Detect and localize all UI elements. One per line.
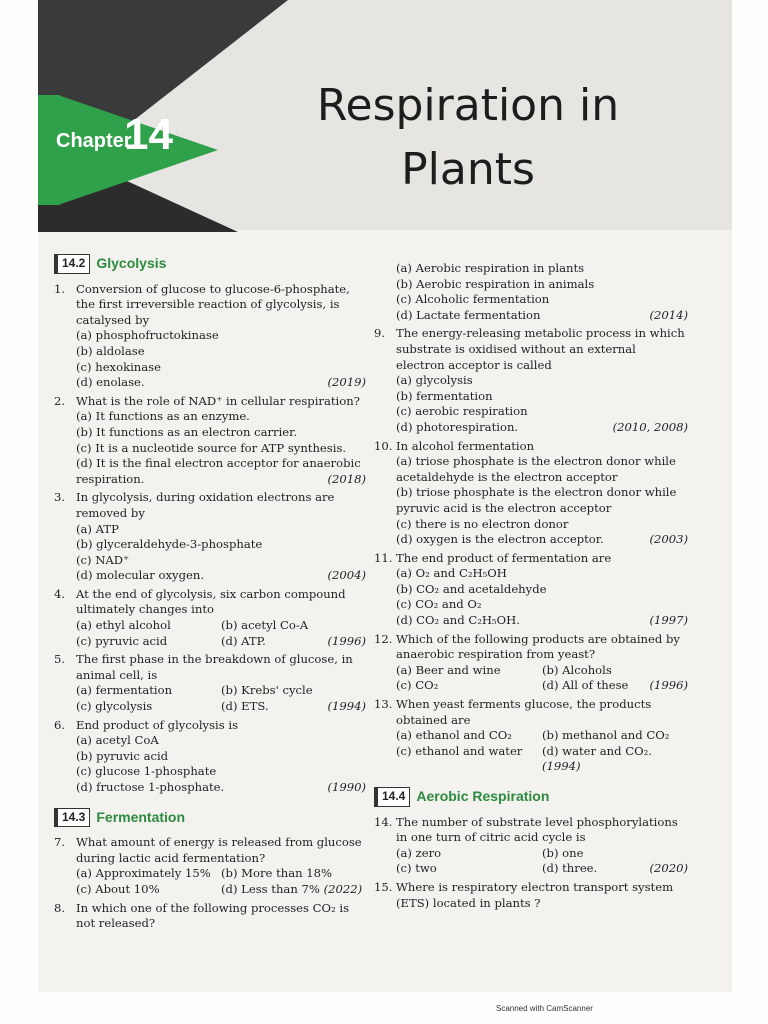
- year-tag: (2003): [649, 532, 688, 547]
- option: (a) glycolysis: [396, 373, 473, 388]
- option: (d) It is the final electron acceptor for anaerobic respiration.: [76, 456, 361, 486]
- question-text: What is the role of NAD⁺ in cellular respiration?: [76, 393, 360, 408]
- question: [54, 835, 366, 897]
- option: (d) three.: [542, 861, 598, 876]
- question-number: 12.: [374, 631, 393, 646]
- year-tag: (1990): [327, 780, 366, 794]
- option: (b) acetyl Co-A: [221, 618, 309, 633]
- chapter-title-line2: Plants: [401, 144, 535, 195]
- question-text: Which of the following products are obtained by anaerobic respiration from yeast?: [396, 631, 680, 662]
- question: [54, 394, 366, 488]
- option: (b) Aerobic respiration in animals: [396, 276, 595, 291]
- chapter-label: Chapter: [56, 130, 132, 152]
- scanner-watermark: Scanned with CamScanner: [496, 1004, 593, 1013]
- question: [374, 439, 688, 548]
- question: [374, 551, 688, 629]
- option: (a) It functions as an enzyme.: [76, 409, 250, 424]
- option: (c) ethanol and water: [396, 743, 523, 758]
- question: [54, 587, 366, 649]
- question-number: 1.: [54, 281, 66, 296]
- question-number: 11.: [374, 550, 393, 565]
- option: (c) About 10%: [76, 881, 160, 896]
- option: (b) aldolase: [76, 343, 145, 358]
- section-number: 14.3: [54, 808, 90, 828]
- option: (c) hexokinase: [76, 359, 161, 374]
- option: (b) Alcohols: [542, 662, 612, 677]
- option: (d) All of these: [542, 678, 629, 693]
- question: [374, 880, 688, 911]
- question-continued: [374, 261, 688, 323]
- option: (d) molecular oxygen.: [76, 568, 205, 583]
- option: (b) pyruvic acid: [76, 748, 169, 763]
- question-number: 3.: [54, 490, 66, 505]
- question-text: The end product of fermentation are: [396, 550, 612, 565]
- option: (d) ATP.: [221, 633, 266, 648]
- section-name: Fermentation: [96, 808, 186, 825]
- question-number: 7.: [54, 835, 66, 850]
- question-number: 10.: [374, 438, 393, 453]
- option: (c) Alcoholic fermentation: [396, 292, 550, 307]
- question-text: Conversion of glucose to glucose-6-phosphate, the first irreversible reaction of glycolysis, is catalysed by: [76, 281, 350, 327]
- question-text: At the end of glycolysis, six carbon compound ultimately changes into: [76, 586, 346, 617]
- question-number: 6.: [54, 717, 66, 732]
- option: (d) enolase.: [76, 375, 145, 390]
- year-tag: (2022): [323, 881, 363, 896]
- chapter-number: 14: [124, 110, 173, 159]
- year-tag: (1994): [542, 759, 581, 774]
- question: [54, 901, 366, 932]
- option: (d) Less than 7%: [221, 881, 320, 896]
- option: (d) water and CO₂.: [542, 743, 652, 758]
- question-text: In glycolysis, during oxidation electrons are removed by: [76, 490, 335, 520]
- question-number: 2.: [54, 393, 66, 408]
- option: (a) ethanol and CO₂: [396, 728, 512, 743]
- year-tag: (1996): [649, 678, 688, 693]
- option: (b) It functions as an electron carrier.: [76, 424, 298, 439]
- question-text: The number of substrate level phosphorylations in one turn of citric acid cycle is: [396, 814, 678, 845]
- option: (a) triose phosphate is the electron donor while acetaldehyde is the electron acceptor: [396, 454, 676, 484]
- chapter-title: [258, 74, 678, 202]
- option: (c) aerobic respiration: [396, 404, 528, 419]
- question-number: 9.: [374, 326, 386, 341]
- question: [374, 697, 688, 775]
- section-name: Glycolysis: [96, 255, 167, 271]
- option: (d) Lactate fermentation: [396, 307, 541, 322]
- option: (c) It is a nucleotide source for ATP synthesis.: [76, 440, 347, 455]
- section-number: 14.2: [54, 254, 90, 274]
- question-text: When yeast ferments glucose, the products obtained are: [396, 697, 652, 727]
- option: (a) Beer and wine: [396, 662, 501, 677]
- option: (b) triose phosphate is the electron donor while pyruvic acid is the electron acceptor: [396, 485, 677, 515]
- option: (a) zero: [396, 845, 442, 860]
- option: (d) photorespiration.: [396, 419, 519, 434]
- section-heading: [374, 787, 688, 807]
- option: (c) NAD⁺: [76, 552, 130, 567]
- option: (a) phosphofructokinase: [76, 328, 219, 343]
- option: (b) fermentation: [396, 388, 493, 403]
- question: [374, 326, 688, 435]
- option: (c) CO₂ and O₂: [396, 597, 482, 612]
- year-tag: (1997): [649, 613, 688, 628]
- year-tag: (2004): [327, 568, 366, 583]
- option: (c) pyruvic acid: [76, 633, 168, 648]
- section-heading: [54, 254, 366, 274]
- year-tag: (2018): [327, 471, 366, 486]
- question: [374, 815, 688, 877]
- section-heading: [54, 808, 366, 828]
- question-number: 4.: [54, 586, 66, 601]
- option: (d) fructose 1-phosphate.: [76, 780, 225, 794]
- option: (a) O₂ and C₂H₅OH: [396, 566, 507, 581]
- question-number: 15.: [374, 879, 393, 894]
- section-number: 14.4: [374, 787, 410, 807]
- question: [54, 490, 366, 584]
- option: (a) acetyl CoA: [76, 733, 159, 748]
- option: (b) methanol and CO₂: [542, 728, 670, 743]
- option: (b) glyceraldehyde-3-phosphate: [76, 537, 263, 552]
- option: (c) two: [396, 861, 437, 876]
- question-number: 14.: [374, 814, 393, 829]
- option: (b) one: [542, 845, 584, 860]
- section-name: Aerobic Respiration: [416, 788, 550, 804]
- question: [374, 632, 688, 694]
- year-tag: (1996): [327, 633, 366, 648]
- option: (a) ATP: [76, 521, 119, 536]
- question-number: 5.: [54, 652, 66, 667]
- question-text: In alcohol fermentation: [396, 438, 535, 453]
- option: (c) glucose 1-phosphate: [76, 764, 217, 779]
- option: (b) Krebs' cycle: [221, 683, 313, 698]
- chapter-title-line1: Respiration in: [316, 80, 620, 131]
- question: [54, 652, 366, 714]
- year-tag: (2019): [327, 375, 366, 390]
- question-text: What amount of energy is released from glucose during lactic acid fermentation?: [76, 835, 362, 865]
- option: (c) CO₂: [396, 678, 439, 693]
- year-tag: (2010, 2008): [612, 419, 688, 434]
- option: (a) Aerobic respiration in plants: [396, 261, 585, 275]
- question-text: End product of glycolysis is: [76, 717, 239, 732]
- right-column: [374, 258, 688, 911]
- question-number: 8.: [54, 900, 66, 915]
- option: (c) glycolysis: [76, 699, 153, 714]
- question: [54, 282, 366, 391]
- question: [54, 718, 366, 796]
- option: (a) fermentation: [76, 683, 173, 698]
- left-column: [54, 248, 366, 932]
- option: (d) ETS.: [221, 699, 269, 714]
- book-page: [38, 0, 732, 992]
- option: (d) oxygen is the electron acceptor.: [396, 532, 604, 547]
- option: (a) ethyl alcohol: [76, 618, 171, 633]
- option: (c) there is no electron donor: [396, 516, 569, 531]
- year-tag: (2014): [649, 307, 688, 322]
- option: (d) CO₂ and C₂H₅OH.: [396, 613, 520, 628]
- question-text: The first phase in the breakdown of glucose, in animal cell, is: [76, 652, 353, 682]
- option: (a) Approximately 15%: [76, 866, 211, 881]
- option: (b) CO₂ and acetaldehyde: [396, 581, 547, 596]
- question-text: The energy-releasing metabolic process in which substrate is oxidised without an external electron acceptor is called: [396, 326, 685, 372]
- question-number: 13.: [374, 697, 393, 712]
- year-tag: (2020): [649, 861, 688, 876]
- option: (b) More than 18%: [221, 866, 333, 881]
- question-text: In which one of the following processes CO₂ is not released?: [76, 900, 350, 931]
- year-tag: (1994): [327, 699, 366, 714]
- question-text: Where is respiratory electron transport system (ETS) located in plants ?: [396, 879, 674, 910]
